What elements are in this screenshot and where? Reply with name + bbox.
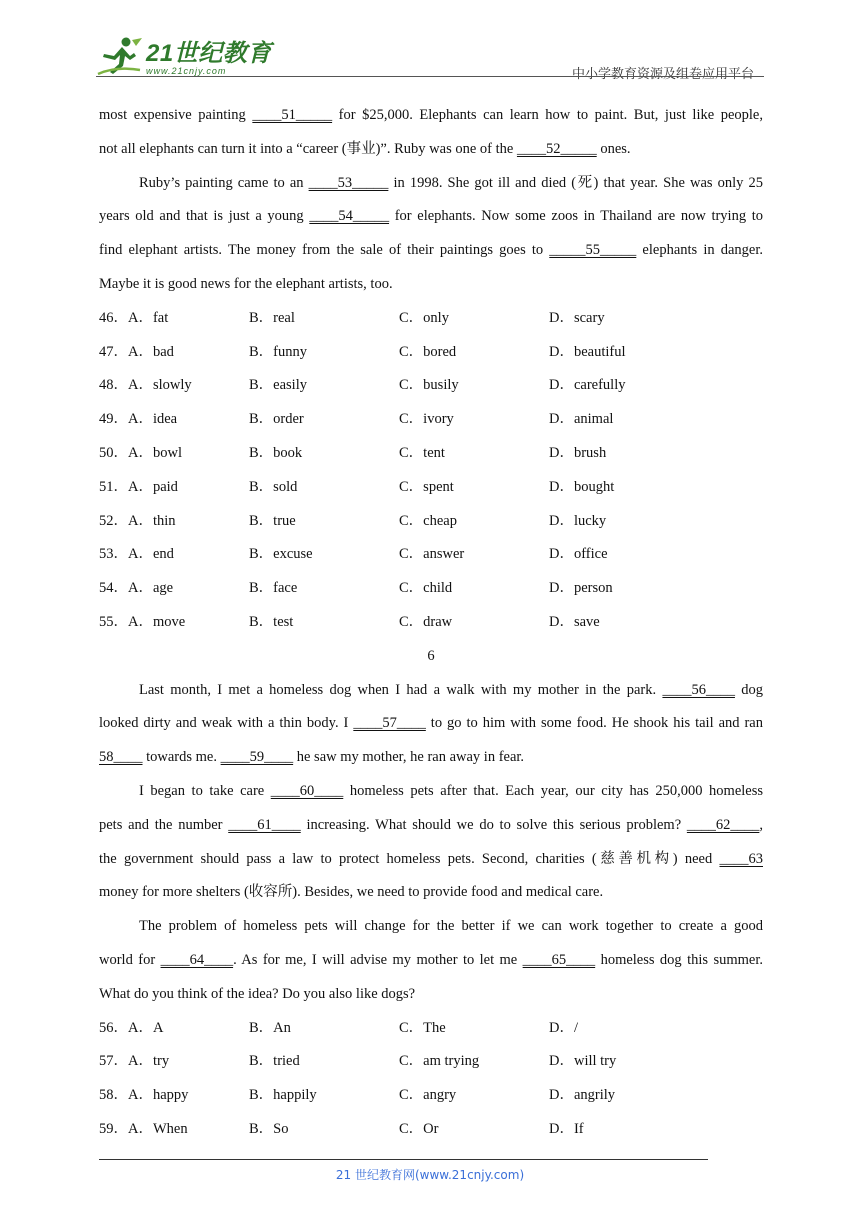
passage-text: not all elephants can turn it into a “career (事业)”. Ruby was one of the — [99, 140, 517, 157]
logo-title: 21世纪教育 — [146, 40, 272, 67]
option-choice: B．face — [249, 580, 298, 597]
option-choice: 48．A．slowly — [99, 377, 192, 394]
option-choice: 57．A．try — [99, 1053, 170, 1070]
answer-blank: ____59____ — [220, 749, 294, 766]
option-choice: 52．A．thin — [99, 512, 176, 529]
question-options-row — [99, 369, 763, 403]
answer-blank: ____62____ — [686, 816, 760, 833]
option-choice: C．spent — [399, 478, 454, 495]
header-platform-text: 中小学教育资源及组卷应用平台 — [571, 67, 754, 82]
passage-text: Last month, I met a homeless dog when I had a walk with my mother in the park. — [139, 681, 663, 698]
question-options-row — [99, 1045, 763, 1079]
passage-text: elephants in danger. — [636, 242, 764, 259]
option-choice: D．carefully — [549, 377, 626, 394]
answer-blank: 58____ — [99, 749, 143, 766]
question-options-row — [99, 606, 763, 640]
option-choice: D．beautiful — [549, 343, 626, 360]
passage-line — [99, 978, 763, 1012]
answer-blank: ____64____ — [160, 951, 234, 968]
option-choice: B．funny — [249, 343, 307, 360]
passage-text: homeless dog this summer. — [595, 951, 763, 968]
option-choice: B．sold — [249, 478, 298, 495]
answer-blank: ____57____ — [353, 715, 426, 732]
passage-text: I began to take care — [139, 782, 271, 799]
option-choice: D．animal — [549, 411, 614, 428]
option-choice: C．am trying — [399, 1053, 480, 1070]
option-choice: 55．A．move — [99, 613, 186, 630]
section-number: 6 — [427, 647, 435, 664]
option-choice: D．bought — [549, 478, 615, 495]
options-46-55 — [99, 302, 763, 640]
passage-text: Ruby’s painting came to an — [139, 174, 309, 191]
option-choice: C．ivory — [399, 411, 454, 428]
option-choice: C．draw — [399, 613, 453, 630]
option-choice: C．answer — [399, 546, 465, 563]
passage-text: towards me. — [142, 749, 221, 766]
option-choice: C．cheap — [399, 512, 457, 529]
option-choice: D．person — [549, 580, 613, 597]
passage-text: years old and that is just a young — [99, 208, 310, 225]
passage-line — [99, 133, 763, 167]
option-choice: B．So — [249, 1120, 289, 1137]
passage-line — [99, 876, 763, 910]
option-choice: 58．A．happy — [99, 1087, 189, 1104]
passage-line — [99, 775, 763, 809]
question-options-row — [99, 1113, 763, 1147]
question-options-row — [99, 437, 763, 471]
answer-blank: ____65____ — [522, 951, 596, 968]
option-choice: B．excuse — [249, 546, 313, 563]
page-header — [96, 30, 764, 82]
option-choice: C．child — [399, 580, 453, 597]
option-choice: 46．A．fat — [99, 309, 169, 326]
runner-logo-icon — [96, 36, 144, 76]
option-choice: D．If — [549, 1120, 584, 1137]
passage-1 — [99, 99, 763, 302]
option-choice: D．office — [549, 546, 608, 563]
passage-text: he saw my mother, he ran away in fear. — [293, 749, 525, 766]
option-choice: B．true — [249, 512, 296, 529]
option-choice: B．order — [249, 411, 304, 428]
header-divider — [96, 76, 764, 77]
answer-blank: ____56____ — [662, 681, 735, 698]
option-choice: 47．A．bad — [99, 343, 174, 360]
passage-text: for $25,000. Elephants can learn how to paint. But, just like people, — [332, 107, 763, 123]
question-options-row — [99, 538, 763, 572]
option-choice: D．/ — [549, 1019, 578, 1036]
passage-line — [99, 843, 763, 877]
question-options-row — [99, 505, 763, 539]
answer-blank: ____51_____ — [252, 107, 333, 123]
passage-text: dog — [734, 681, 763, 698]
footer-text: 21 世纪教育网(www.21cnjy.com) — [335, 1168, 525, 1182]
option-choice: 53．A．end — [99, 546, 174, 563]
passage-text: ones. — [596, 140, 631, 157]
option-choice: D．will try — [549, 1053, 617, 1070]
option-choice: 49．A．idea — [99, 411, 178, 428]
option-choice: B．book — [249, 444, 303, 461]
passage-line — [99, 268, 763, 302]
option-choice: C．Or — [399, 1120, 439, 1137]
passage-text: find elephant artists. The money from the sale of their paintings goes to — [99, 242, 550, 259]
options-56-59 — [99, 1012, 763, 1147]
option-choice: 56．A．A — [99, 1019, 164, 1036]
option-choice: C．angry — [399, 1087, 457, 1104]
passage-text: to go to him with some food. He shook his tail and ran — [425, 715, 763, 732]
question-options-row — [99, 1079, 763, 1113]
document-body — [99, 99, 763, 1147]
option-choice: C．busily — [399, 377, 459, 394]
footer-divider — [99, 1159, 708, 1160]
passage-text: What do you think of the idea? Do you also like dogs? — [99, 985, 416, 1002]
answer-blank: ____63 — [719, 850, 763, 867]
option-choice: C．only — [399, 309, 449, 326]
passage-line — [99, 167, 763, 201]
question-options-row — [99, 1012, 763, 1046]
answer-blank: ____53_____ — [308, 174, 389, 191]
passage-text: pets and the number — [99, 816, 229, 833]
question-options-row — [99, 302, 763, 336]
option-choice: 50．A．bowl — [99, 444, 182, 461]
option-choice: D．scary — [549, 309, 605, 326]
passage-2 — [99, 674, 763, 1012]
passage-text: , — [759, 816, 763, 833]
question-options-row — [99, 471, 763, 505]
passage-text: homeless pets after that. Each year, our city has 250,000 homeless — [343, 782, 764, 799]
passage-text: increasing. What should we do to solve this serious problem? — [300, 816, 687, 833]
option-choice: D．lucky — [549, 512, 607, 529]
question-options-row — [99, 403, 763, 437]
option-choice: C．tent — [399, 444, 445, 461]
passage-line — [99, 910, 763, 944]
passage-line — [99, 234, 763, 268]
answer-blank: ____52_____ — [516, 140, 597, 157]
question-options-row — [99, 572, 763, 606]
option-choice: D．save — [549, 613, 600, 630]
passage-text: in 1998. She got ill and died (死) that year. She was only 25 — [388, 174, 763, 191]
option-choice: 54．A．age — [99, 580, 174, 597]
passage-text: most expensive painting — [99, 107, 253, 123]
passage-text: money for more shelters (收容所). Besides, we need to provide food and medical care. — [99, 884, 604, 901]
passage-line — [99, 674, 763, 708]
passage-line — [99, 809, 763, 843]
question-options-row — [99, 336, 763, 370]
passage-line — [99, 99, 763, 133]
option-choice: 51．A．paid — [99, 478, 178, 495]
passage-line — [99, 707, 763, 741]
passage-line — [99, 200, 763, 234]
passage-line — [99, 944, 763, 978]
passage-text: The problem of homeless pets will change for the better if we can work together to create a good — [139, 918, 763, 935]
answer-blank: _____55_____ — [549, 242, 637, 259]
option-choice: B．real — [249, 309, 295, 326]
option-choice: B．happily — [249, 1087, 317, 1104]
option-choice: D．brush — [549, 444, 607, 461]
option-choice: C．The — [399, 1019, 446, 1036]
passage-text: . As for me, I will advise my mother to let me — [233, 951, 523, 968]
option-choice: B．test — [249, 613, 294, 630]
passage-text: world for — [99, 951, 161, 968]
option-choice: 59．A．When — [99, 1120, 188, 1137]
logo-url: www.21cnjy.com — [146, 66, 227, 76]
passage-text: the government should pass a law to protect homeless pets. Second, charities (慈善机构) need — [99, 850, 720, 867]
option-choice: D．angrily — [549, 1087, 616, 1104]
option-choice: C．bored — [399, 343, 457, 360]
option-choice: B．tried — [249, 1053, 300, 1070]
passage-text: for elephants. Now some zoos in Thailand are now trying to — [389, 208, 764, 225]
passage-line — [99, 741, 763, 775]
option-choice: B．easily — [249, 377, 307, 394]
answer-blank: ____61____ — [228, 816, 301, 833]
site-logo — [96, 36, 272, 76]
answer-blank: ____60____ — [270, 782, 344, 799]
passage-text: Maybe it is good news for the elephant artists, too. — [99, 275, 393, 292]
option-choice: B．An — [249, 1019, 291, 1036]
answer-blank: ____54_____ — [309, 208, 390, 225]
passage-text: looked dirty and weak with a thin body. I — [99, 715, 354, 732]
